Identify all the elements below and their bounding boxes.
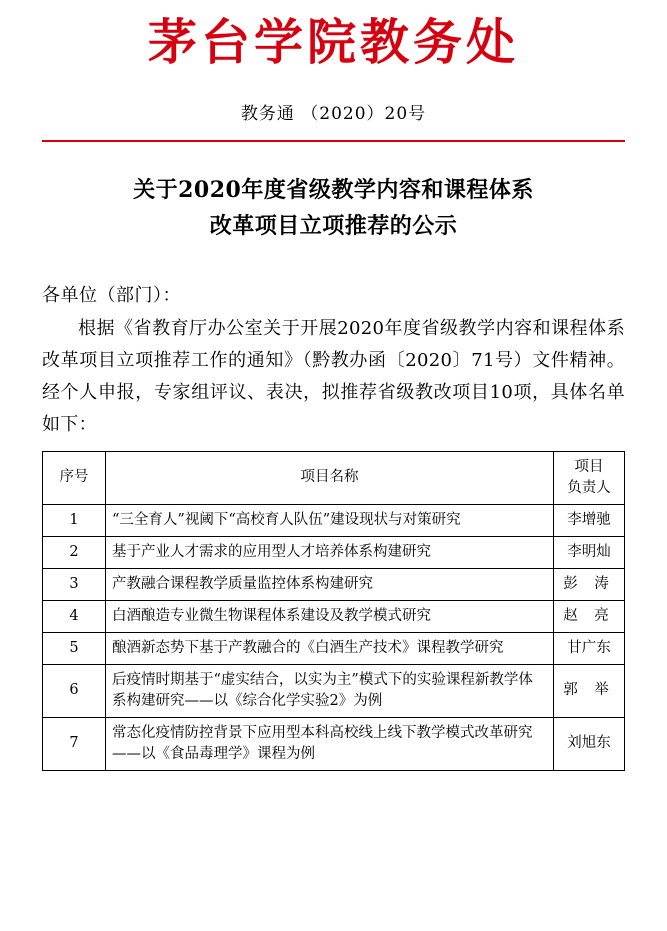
row-leader: 赵 亮 bbox=[554, 600, 625, 632]
red-divider-rule bbox=[42, 140, 625, 142]
table-row bbox=[43, 717, 625, 770]
row-project-name: 基于产业人才需求的应用型人才培养体系构建研究 bbox=[106, 536, 554, 568]
row-project-name: “三全育人”视阈下“高校育人队伍”建设现状与对策研究 bbox=[106, 504, 554, 536]
table-row bbox=[43, 632, 625, 664]
row-no: 3 bbox=[43, 568, 106, 600]
column-header-leader-line-1: 项目 bbox=[574, 458, 604, 475]
row-leader: 刘旭东 bbox=[554, 717, 625, 770]
row-no: 5 bbox=[43, 632, 106, 664]
document-number: 教务通 （2020）20号 bbox=[240, 104, 427, 124]
column-header-no: 序号 bbox=[43, 451, 106, 504]
project-table bbox=[42, 451, 625, 771]
table-header-row bbox=[43, 451, 625, 504]
row-leader: 彭 涛 bbox=[554, 568, 625, 600]
row-project-name: 常态化疫情防控背景下应用型本科高校线上线下教学模式改革研究——以《食品毒理学》课程为例 bbox=[106, 717, 554, 770]
row-project-name: 白酒酿造专业微生物课程体系建设及教学模式研究 bbox=[106, 600, 554, 632]
row-no: 7 bbox=[43, 717, 106, 770]
row-leader: 甘广东 bbox=[554, 632, 625, 664]
row-project-name: 产教融合课程教学质量监控体系构建研究 bbox=[106, 568, 554, 600]
row-no: 1 bbox=[43, 504, 106, 536]
row-project-name: 后疫情时期基于“虚实结合，以实为主”模式下的实验课程新教学体系构建研究——以《综合化学实验2》为例 bbox=[106, 664, 554, 717]
row-no: 6 bbox=[43, 664, 106, 717]
table-row bbox=[43, 600, 625, 632]
table-body bbox=[43, 504, 625, 770]
table-row bbox=[43, 536, 625, 568]
row-leader: 郭 举 bbox=[554, 664, 625, 717]
body-paragraph: 根据《省教育厅办公室关于开展2020年度省级教学内容和课程体系改革项目立项推荐工作的通知》（黔教办函〔2020〕71号）文件精神。经个人申报，专家组评议、表决，拟推荐省级教改项目10项，具体名单如下： bbox=[42, 317, 625, 435]
masthead-title: 茅台学院教务处 bbox=[147, 13, 519, 71]
page-title-line-2: 改革项目立项推荐的公示 bbox=[209, 213, 458, 240]
salutation: 各单位（部门）： bbox=[42, 284, 181, 306]
table-row bbox=[43, 504, 625, 536]
table-row bbox=[43, 664, 625, 717]
column-header-leader bbox=[554, 451, 625, 504]
row-no: 2 bbox=[43, 536, 106, 568]
row-project-name: 酿酒新态势下基于产教融合的《白酒生产技术》课程教学研究 bbox=[106, 632, 554, 664]
row-leader: 李增驰 bbox=[554, 504, 625, 536]
row-leader: 李明灿 bbox=[554, 536, 625, 568]
page-title bbox=[42, 172, 625, 245]
table-row bbox=[43, 568, 625, 600]
column-header-leader-line-2: 负责人 bbox=[567, 479, 611, 496]
column-header-name: 项目名称 bbox=[106, 451, 554, 504]
page-title-line-1: 关于2020年度省级教学内容和课程体系 bbox=[133, 177, 534, 203]
row-no: 4 bbox=[43, 600, 106, 632]
